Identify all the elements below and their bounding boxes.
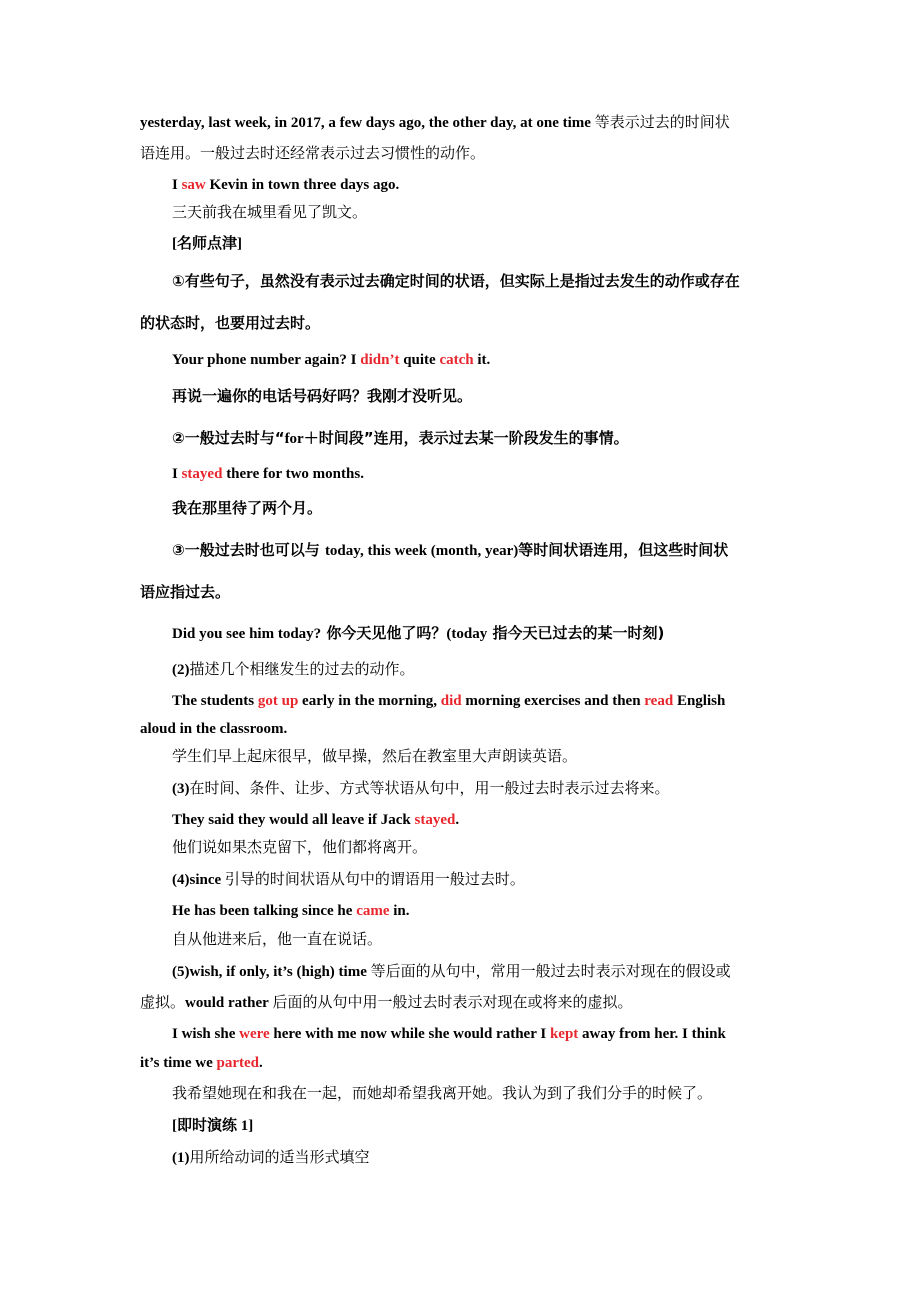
- note-text: ③一般过去时也可以与 today, this week (month, year)等时间状语连用，但这些时间状: [172, 541, 729, 559]
- example-sentence: The students got up early in the morning, did morning exercises and then read English: [172, 693, 726, 709]
- note-text: ②一般过去时与“for＋时间段”连用，表示过去某一阶段发生的事情。: [172, 429, 629, 447]
- rule-heading: (2)描述几个相继发生的过去的动作。: [172, 662, 415, 678]
- highlighted-verb: did: [440, 693, 462, 709]
- rule-heading: 虚拟。would rather 后面的从句中用一般过去时表示对现在或将来的虚拟。: [140, 995, 633, 1011]
- note-text: 的状态时，也要用过去时。: [140, 314, 321, 332]
- text-line: 语连用。一般过去时还经常表示过去习惯性的动作。: [140, 146, 486, 162]
- rule-heading: (3)在时间、条件、让步、方式等状语从句中，用一般过去时表示过去将来。: [172, 781, 670, 797]
- example-sentence: Your phone number again? I didn’t quite catch it.: [172, 352, 491, 368]
- highlighted-verb: came: [356, 903, 390, 919]
- rule-heading: (5)wish, if only, it’s (high) time 等后面的从句中，常用一般过去时表示对现在的假设或: [172, 964, 731, 980]
- section-heading: [即时演练 1]: [172, 1118, 254, 1134]
- note-text: ①有些句子，虽然没有表示过去确定时间的状语，但实际上是指过去发生的动作或存在: [172, 272, 740, 290]
- highlighted-verb: catch: [439, 352, 474, 368]
- translation: 三天前我在城里看见了凯文。: [172, 205, 368, 221]
- highlighted-verb: got up: [257, 693, 299, 709]
- translation: 学生们早上起床很早，做早操，然后在教室里大声朗读英语。: [172, 749, 578, 765]
- highlighted-verb: read: [644, 693, 674, 709]
- highlighted-verb: didn’t: [360, 352, 400, 368]
- highlighted-verb: parted: [216, 1055, 259, 1071]
- translation: 我希望她现在和我在一起，而她却希望我离开她。我认为到了我们分手的时候了。: [172, 1086, 713, 1102]
- highlighted-verb: were: [239, 1026, 270, 1042]
- exercise-heading: (1)用所给动词的适当形式填空: [172, 1150, 370, 1166]
- highlighted-verb: kept: [549, 1026, 579, 1042]
- example-sentence: I stayed there for two months.: [172, 466, 364, 482]
- translation: 再说一遍你的电话号码好吗？我刚才没听见。: [172, 387, 473, 405]
- translation: 自从他进来后，他一直在说话。: [172, 932, 383, 948]
- example-sentence: aloud in the classroom.: [140, 721, 288, 737]
- rule-heading: (4)since 引导的时间状语从句中的谓语用一般过去时。: [172, 872, 525, 888]
- example-sentence: He has been talking since he came in.: [172, 903, 410, 919]
- translation: 他们说如果杰克留下，他们都将离开。: [172, 840, 428, 856]
- translation: 我在那里待了两个月。: [172, 499, 323, 517]
- note-text: 语应指过去。: [140, 583, 231, 601]
- example-sentence: I wish she were here with me now while she would rather I kept away from her. I think: [172, 1026, 726, 1042]
- example-sentence: Did you see him today? 你今天见他了吗？(today 指今天已过去的某一时刻): [172, 624, 665, 642]
- example-sentence: it’s time we parted.: [140, 1055, 263, 1071]
- highlighted-verb: saw: [181, 177, 206, 193]
- highlighted-verb: stayed: [414, 812, 456, 828]
- section-heading: [名师点津]: [172, 236, 242, 252]
- example-sentence: I saw Kevin in town three days ago.: [172, 177, 400, 193]
- example-sentence: They said they would all leave if Jack stayed.: [172, 812, 460, 828]
- text-line: yesterday, last week, in 2017, a few days ago, the other day, at one time 等表示过去的时间状: [140, 115, 730, 131]
- highlighted-verb: stayed: [181, 466, 223, 482]
